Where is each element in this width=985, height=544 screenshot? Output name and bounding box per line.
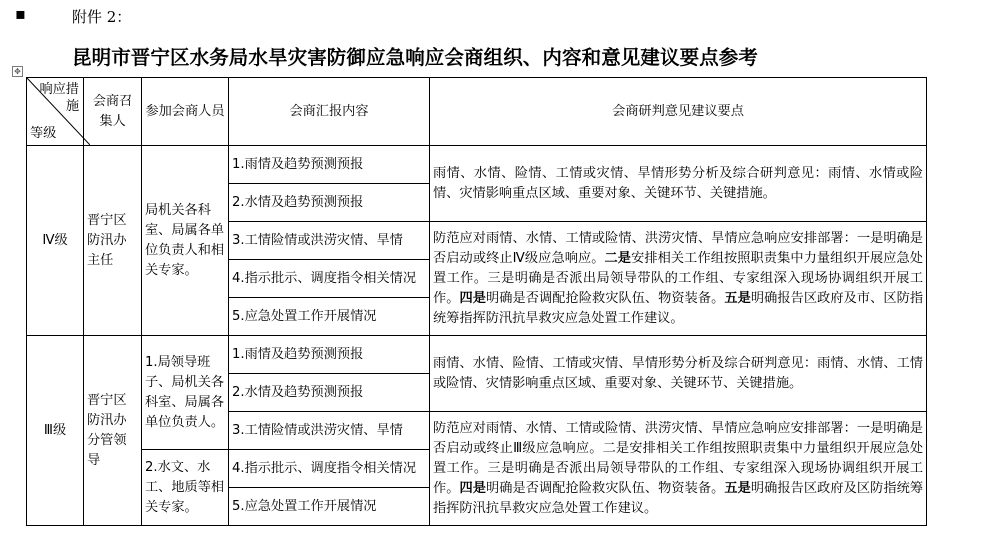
advice-part: 安排相关工作组按照职责集中力量组织开展应急处置工作。 (433, 250, 923, 286)
table-header-row (27, 78, 927, 146)
document-title: 昆明市晋宁区水务局水旱灾害防御应急响应会商组织、内容和意见建议要点参考 (72, 46, 759, 69)
advice-part: 明确报告区政府及区防指统筹指挥防汛抗旱救灾应急处置工作建议。 (433, 480, 924, 516)
advice-deployment (430, 222, 927, 336)
convener-cell: 晋宁区防汛办主任 (84, 146, 142, 336)
header-convener: 会商召集人 (84, 78, 142, 146)
diagonal-header-cell (27, 78, 84, 146)
advice-emphasis: 四是 (459, 290, 486, 306)
participants-cell: 2.水文、水工、地质等相关专家。 (142, 450, 229, 526)
advice-part: 明确是否派出局领导带队的工作组、专家组深入现场协调组织开展工作。 (433, 460, 924, 496)
consultation-table (26, 77, 927, 526)
table-move-handle-icon[interactable]: ✥ (12, 66, 23, 77)
report-item: 3.工情险情或洪涝灾情、旱情 (229, 222, 430, 260)
convener-cell: 晋宁区防汛办分管领导 (84, 336, 142, 526)
header-advice: 会商研判意见建议要点 (430, 78, 927, 146)
report-item: 1.雨情及趋势预测预报 (229, 146, 430, 184)
advice-emphasis: 五是 (724, 290, 751, 306)
report-item: 4.指示批示、调度指令相关情况 (229, 450, 430, 488)
report-item: 3.工情险情或洪涝灾情、旱情 (229, 412, 430, 450)
header-report: 会商汇报内容 (229, 78, 430, 146)
advice-analysis: 雨情、水情、险情、工情或灾情、旱情形势分析及综合研判意见：雨情、水情或险情、灾情影响重点区域、重要对象、关键环节、关键措施。 (430, 146, 927, 222)
advice-part: 三是 (487, 460, 515, 476)
advice-part: 二是 (602, 440, 630, 456)
advice-part: 安排相关工作组按照职责集中力量组织开展应急处置工作。 (433, 440, 924, 476)
advice-analysis: 雨情、水情、险情、工情或灾情、旱情形势分析及综合研判意见：雨情、水情、工情或险情、灾情影响重点区域、重要对象、关键环节、关键措施。 (430, 336, 927, 412)
advice-part: 三是 (487, 270, 515, 286)
report-item: 4.指示批示、调度指令相关情况 (229, 260, 430, 298)
participants-cell: 局机关各科室、局属各单位负责人和相关专家。 (142, 146, 229, 336)
advice-deployment (430, 412, 927, 526)
header-level: 等级 (30, 126, 57, 141)
participants-cell: 1.局领导班子、局机关各科室、局属各单位负责人。 (142, 336, 229, 450)
report-item: 5.应急处置工作开展情况 (229, 488, 430, 526)
advice-emphasis: 五是 (724, 480, 751, 496)
advice-part: 明确是否调配抢险救灾队伍、物资装备。 (486, 290, 725, 306)
header-participants: 参加会商人员 (142, 78, 229, 146)
advice-emphasis: 二是 (604, 250, 632, 266)
attachment-label: 附件 2： (72, 8, 132, 26)
report-item: 2.水情及趋势预测预报 (229, 374, 430, 412)
advice-part: 明确是否调配抢险救灾队伍、物资装备。 (486, 480, 725, 496)
advice-part: 防范应对雨情、水情、工情或险情、洪涝灾情、旱情应急响应安排部署：一是明确是否启动或终止Ⅲ级应急响应。 (433, 420, 923, 456)
advice-emphasis: 四是 (459, 480, 486, 496)
level-cell: Ⅳ级 (27, 146, 84, 336)
report-item: 5.应急处置工作开展情况 (229, 298, 430, 336)
header-measures: 响应措施 (39, 82, 79, 114)
advice-part: 防范应对雨情、水情、工情或险情、洪涝灾情、旱情应急响应安排部署：一是明确是否启动或终止Ⅳ级应急响应。 (433, 230, 923, 266)
report-item: 2.水情及趋势预测预报 (229, 184, 430, 222)
advice-part: 明确报告区政府及市、区防指统筹指挥防汛抗旱救灾应急处置工作建议。 (433, 290, 924, 326)
advice-part: 明确是否派出局领导带队的工作组、专家组深入现场协调组织开展工作。 (433, 270, 924, 306)
table-row (27, 336, 927, 374)
report-item: 1.雨情及趋势预测预报 (229, 336, 430, 374)
level-cell: Ⅲ级 (27, 336, 84, 526)
table-row (27, 146, 927, 184)
list-bullet: ▪ (15, 4, 26, 23)
